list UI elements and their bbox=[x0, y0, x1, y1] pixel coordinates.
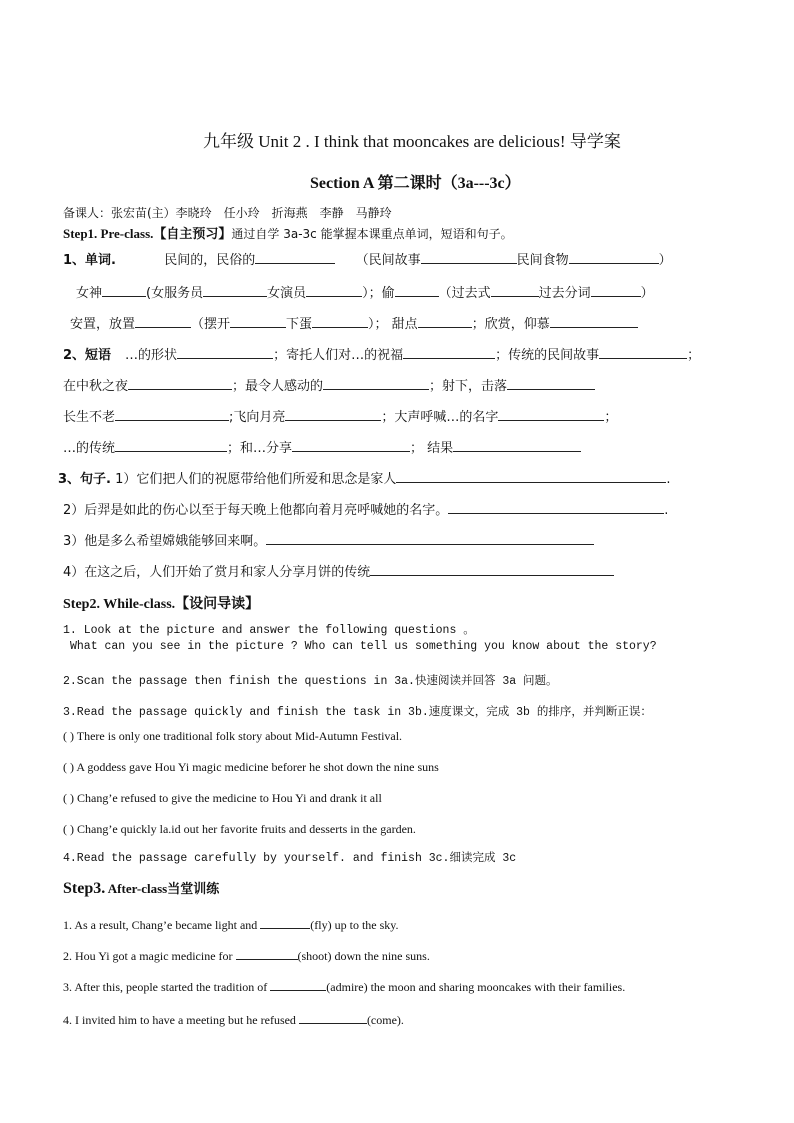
answer-blank[interactable] bbox=[236, 947, 298, 960]
answer-blank[interactable] bbox=[403, 346, 495, 359]
question-4: 4.Read the passage carefully by yourself. and finish 3c.细读完成 3c bbox=[63, 852, 517, 865]
phrase-text: …的形状 bbox=[125, 348, 178, 363]
phrase-text: ； bbox=[604, 410, 618, 425]
true-false-item: ( ) There is only one traditional folk story about Mid-Autumn Festival. bbox=[63, 729, 403, 743]
exercise-3 bbox=[63, 978, 625, 995]
sentence-text: 3）他是多么希望嫦娥能够回来啊。 bbox=[63, 534, 267, 549]
phrases-row-2 bbox=[63, 375, 595, 394]
sentence-end: . bbox=[666, 472, 671, 487]
question-3: 3.Read the passage quickly and finish the task in 3b.速度课文，完成 3b 的排序，并判断正误： bbox=[63, 706, 652, 719]
answer-blank[interactable] bbox=[453, 439, 581, 452]
preparers-line: 备课人：张宏苗(主）李晓玲 任小玲 折海燕 李静 马静玲 bbox=[63, 206, 392, 220]
phrase-text: ；传统的民间故事 bbox=[495, 348, 600, 363]
phrase-text: ;飞向月亮 bbox=[229, 410, 286, 425]
answer-blank[interactable] bbox=[292, 439, 410, 452]
sentence-row-3 bbox=[63, 530, 594, 549]
sentences-label: 3、句子. bbox=[58, 472, 111, 487]
exercise-4 bbox=[63, 1011, 404, 1028]
answer-blank[interactable] bbox=[266, 532, 594, 545]
step3-sublabel: After-class当堂训练 bbox=[105, 881, 220, 896]
answer-blank[interactable] bbox=[395, 284, 439, 297]
page-title: 九年级 Unit 2 . I think that mooncakes are delicious! 导学案 bbox=[203, 132, 621, 151]
exercise-text: (come). bbox=[366, 1013, 404, 1027]
phrase-text: ；寄托人们对…的祝福 bbox=[273, 348, 404, 363]
answer-blank[interactable] bbox=[270, 978, 326, 991]
words-row-1 bbox=[63, 249, 672, 268]
phrases-row-3 bbox=[63, 406, 617, 425]
phrase-text: ；最令人感动的 bbox=[232, 379, 324, 394]
sentence-text: 4）在这之后，人们开始了赏月和家人分享月饼的传统 bbox=[63, 565, 371, 580]
question-1: 1. Look at the picture and answer the following questions 。 bbox=[63, 624, 475, 637]
sentence-text: 1）它们把人们的祝愿带给他们所爱和思念是家人 bbox=[115, 472, 397, 487]
sentence-text: 2）后羿是如此的伤心以至于每天晚上他都向着月亮呼喊她的名字。 bbox=[63, 503, 449, 518]
word-text: (女服务员 bbox=[146, 286, 204, 301]
sentence-end: . bbox=[664, 503, 669, 518]
step3-heading bbox=[63, 878, 219, 898]
answer-blank[interactable] bbox=[396, 470, 666, 483]
phrase-text: 长生不老 bbox=[63, 410, 116, 425]
answer-blank[interactable] bbox=[370, 563, 614, 576]
phrase-text: ； bbox=[687, 348, 701, 363]
word-text: 女神 bbox=[76, 286, 103, 301]
words-label: 1、单词. bbox=[63, 253, 116, 268]
answer-blank[interactable] bbox=[418, 315, 472, 328]
answer-blank[interactable] bbox=[260, 916, 310, 929]
step1-heading bbox=[63, 223, 513, 242]
answer-blank[interactable] bbox=[550, 315, 638, 328]
answer-blank[interactable] bbox=[203, 284, 267, 297]
word-text: ） bbox=[640, 286, 654, 301]
words-row-2 bbox=[76, 282, 654, 301]
answer-blank[interactable] bbox=[115, 439, 227, 452]
page-subtitle: Section A 第二课时（3a---3c） bbox=[310, 175, 521, 192]
question-1-followup: What can you see in the picture ? Who can tell us something you know about the story? bbox=[70, 640, 657, 653]
sentence-row-1 bbox=[58, 468, 671, 487]
word-text: ）； 甜点 bbox=[368, 317, 418, 332]
word-text: ）；偷 bbox=[362, 286, 395, 301]
phrase-text: ；大声呼喊…的名字 bbox=[381, 410, 499, 425]
answer-blank[interactable] bbox=[285, 408, 381, 421]
answer-blank[interactable] bbox=[312, 315, 368, 328]
exercise-text: (shoot) down the nine suns. bbox=[297, 949, 430, 963]
answer-blank[interactable] bbox=[255, 251, 335, 264]
answer-blank[interactable] bbox=[507, 377, 595, 390]
word-text: （民间故事 bbox=[355, 253, 421, 268]
sentence-row-2 bbox=[63, 499, 668, 518]
answer-blank[interactable] bbox=[421, 251, 517, 264]
step2-heading: Step2. While-class.【设问导读】 bbox=[63, 597, 260, 612]
answer-blank[interactable] bbox=[306, 284, 362, 297]
exercise-text: 3. After this, people started the tradition of bbox=[63, 980, 271, 994]
word-text: （摆开 bbox=[191, 317, 231, 332]
answer-blank[interactable] bbox=[135, 315, 191, 328]
exercise-2 bbox=[63, 947, 430, 964]
phrase-text: ； 结果 bbox=[410, 441, 454, 456]
phrase-text: …的传统 bbox=[63, 441, 116, 456]
answer-blank[interactable] bbox=[177, 346, 273, 359]
step1-intro: 通过自学 3a-3c 能掌握本课重点单词，短语和句子。 bbox=[231, 227, 513, 241]
word-text: 下蛋 bbox=[286, 317, 313, 332]
word-text: 女演员 bbox=[267, 286, 307, 301]
exercise-1 bbox=[63, 916, 399, 933]
word-text: ） bbox=[658, 253, 672, 268]
answer-blank[interactable] bbox=[323, 377, 429, 390]
word-text: （过去式 bbox=[438, 286, 491, 301]
answer-blank[interactable] bbox=[299, 1011, 367, 1024]
question-2: 2.Scan the passage then finish the questions in 3a.快速阅读并回答 3a 问题。 bbox=[63, 675, 558, 688]
answer-blank[interactable] bbox=[491, 284, 539, 297]
exercise-text: (admire) the moon and sharing mooncakes with their families. bbox=[326, 980, 626, 994]
answer-blank[interactable] bbox=[569, 251, 659, 264]
true-false-item: ( ) Chang’e refused to give the medicine to Hou Yi and drank it all bbox=[63, 791, 382, 805]
answer-blank[interactable] bbox=[448, 501, 664, 514]
phrase-text: ；和…分享 bbox=[227, 441, 293, 456]
answer-blank[interactable] bbox=[115, 408, 229, 421]
word-text: 过去分词 bbox=[538, 286, 591, 301]
word-text: 民间食物 bbox=[516, 253, 569, 268]
step1-label: Step1. Pre-class.【自主预习】 bbox=[63, 226, 232, 241]
answer-blank[interactable] bbox=[128, 377, 232, 390]
phrase-text: ；射下，击落 bbox=[429, 379, 508, 394]
phrases-row-4 bbox=[63, 437, 581, 456]
exercise-text: 4. I invited him to have a meeting but he refused bbox=[63, 1013, 299, 1027]
answer-blank[interactable] bbox=[498, 408, 604, 421]
answer-blank[interactable] bbox=[230, 315, 286, 328]
true-false-item: ( ) A goddess gave Hou Yi magic medicine beforer he shot down the nine suns bbox=[63, 760, 439, 774]
exercise-text: 1. As a result, Chang’e became light and bbox=[63, 918, 261, 932]
step3-label: Step3. bbox=[63, 880, 106, 897]
phrases-label: 2、短语 bbox=[63, 348, 112, 363]
exercise-text: 2. Hou Yi got a magic medicine for bbox=[63, 949, 236, 963]
true-false-item: ( ) Chang’e quickly la.id out her favorite fruits and desserts in the garden. bbox=[63, 822, 416, 836]
word-text: 民间的，民俗的 bbox=[164, 253, 256, 268]
words-row-3 bbox=[70, 313, 638, 332]
phrases-row-1 bbox=[63, 344, 700, 363]
answer-blank[interactable] bbox=[599, 346, 687, 359]
phrase-text: 在中秋之夜 bbox=[63, 379, 129, 394]
word-text: 安置，放置 bbox=[70, 317, 136, 332]
sentence-row-4 bbox=[63, 561, 614, 580]
exercise-text: (fly) up to the sky. bbox=[310, 918, 399, 932]
answer-blank[interactable] bbox=[102, 284, 146, 297]
word-text: ；欣赏，仰慕 bbox=[471, 317, 550, 332]
answer-blank[interactable] bbox=[591, 284, 641, 297]
